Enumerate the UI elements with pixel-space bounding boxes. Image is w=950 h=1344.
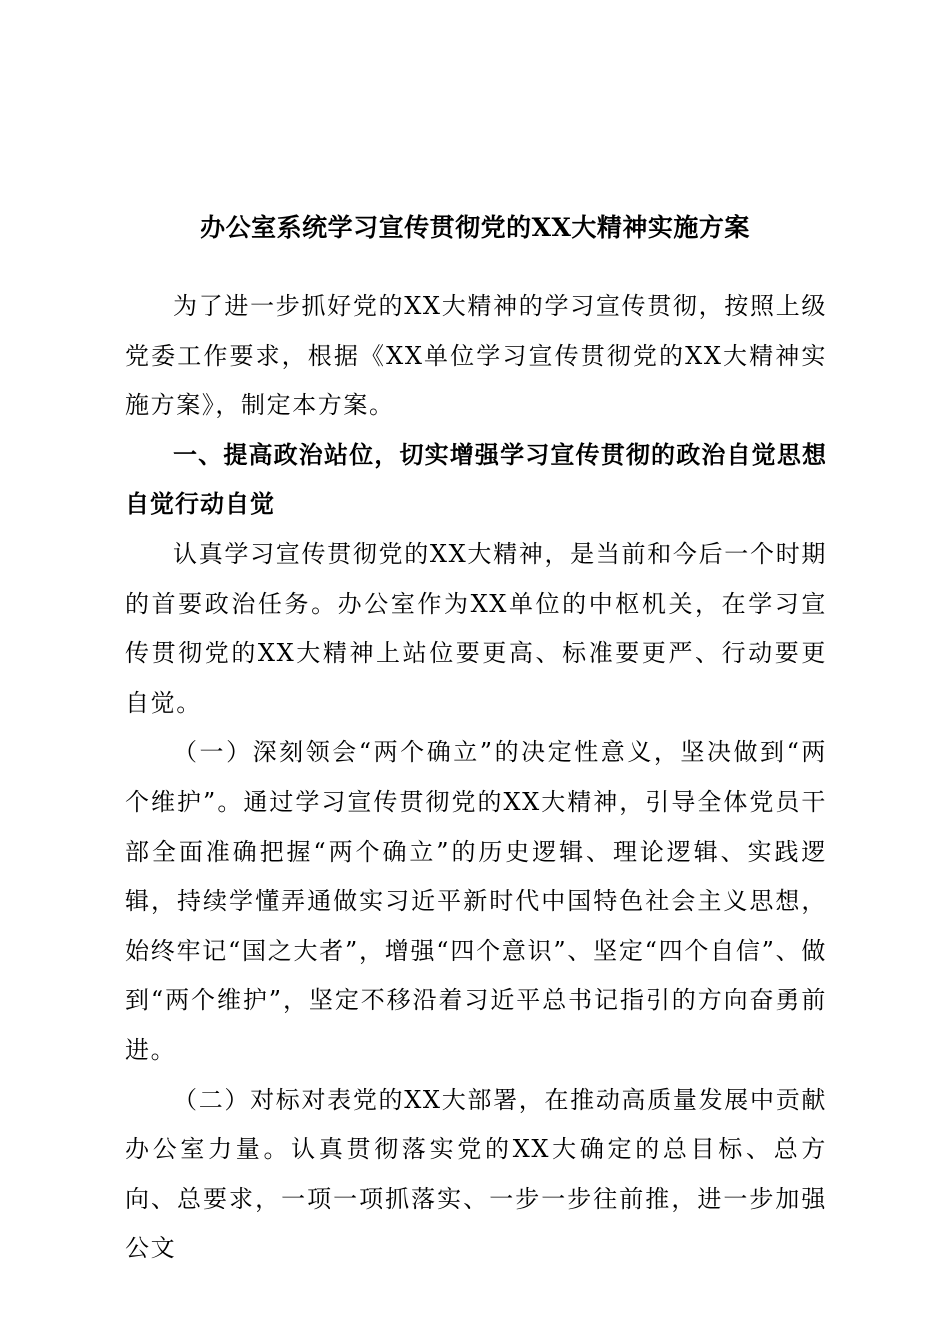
subsection-2-paragraph: （二）对标对表党的XX大部署，在推动高质量发展中贡献办公室力量。认真贯彻落实党的XX大确定的总目标、总方向、总要求，一项一项抓落实、一步一步往前推，进一步加强公文 — [125, 1085, 827, 1263]
section-1-paragraph: 认真学习宣传贯彻党的XX大精神，是当前和今后一个时期的首要政治任务。办公室作为XX单位的中枢机关，在学习宣传贯彻党的XX大精神上站位要更高、标准要更严、行动要更自觉。 — [125, 539, 827, 717]
document-title: 办公室系统学习宣传贯彻党的XX大精神实施方案 — [200, 213, 750, 242]
subsection-1-paragraph: （一）深刻领会“两个确立”的决定性意义，坚决做到“两个维护”。通过学习宣传贯彻党的XX大精神，引导全体党员干部全面准确把握“两个确立”的历史逻辑、理论逻辑、实践逻辑，持续学懂弄通做实习近平新时代中国特色社会主义思想，始终牢记“国之大者”，增强“四个意识”、坚定“四个自信”、做到“两个维护”，坚定不移沿着习近平总书记指引的方向奋勇前进。 — [125, 738, 827, 1064]
section-heading-1: 一、提高政治站位，切实增强学习宣传贯彻的政治自觉思想自觉行动自觉 — [125, 440, 827, 519]
document-body — [125, 282, 827, 1274]
intro-paragraph: 为了进一步抓好党的XX大精神的学习宣传贯彻，按照上级党委工作要求，根据《XX单位学习宣传贯彻党的XX大精神实施方案》，制定本方案。 — [125, 292, 827, 420]
